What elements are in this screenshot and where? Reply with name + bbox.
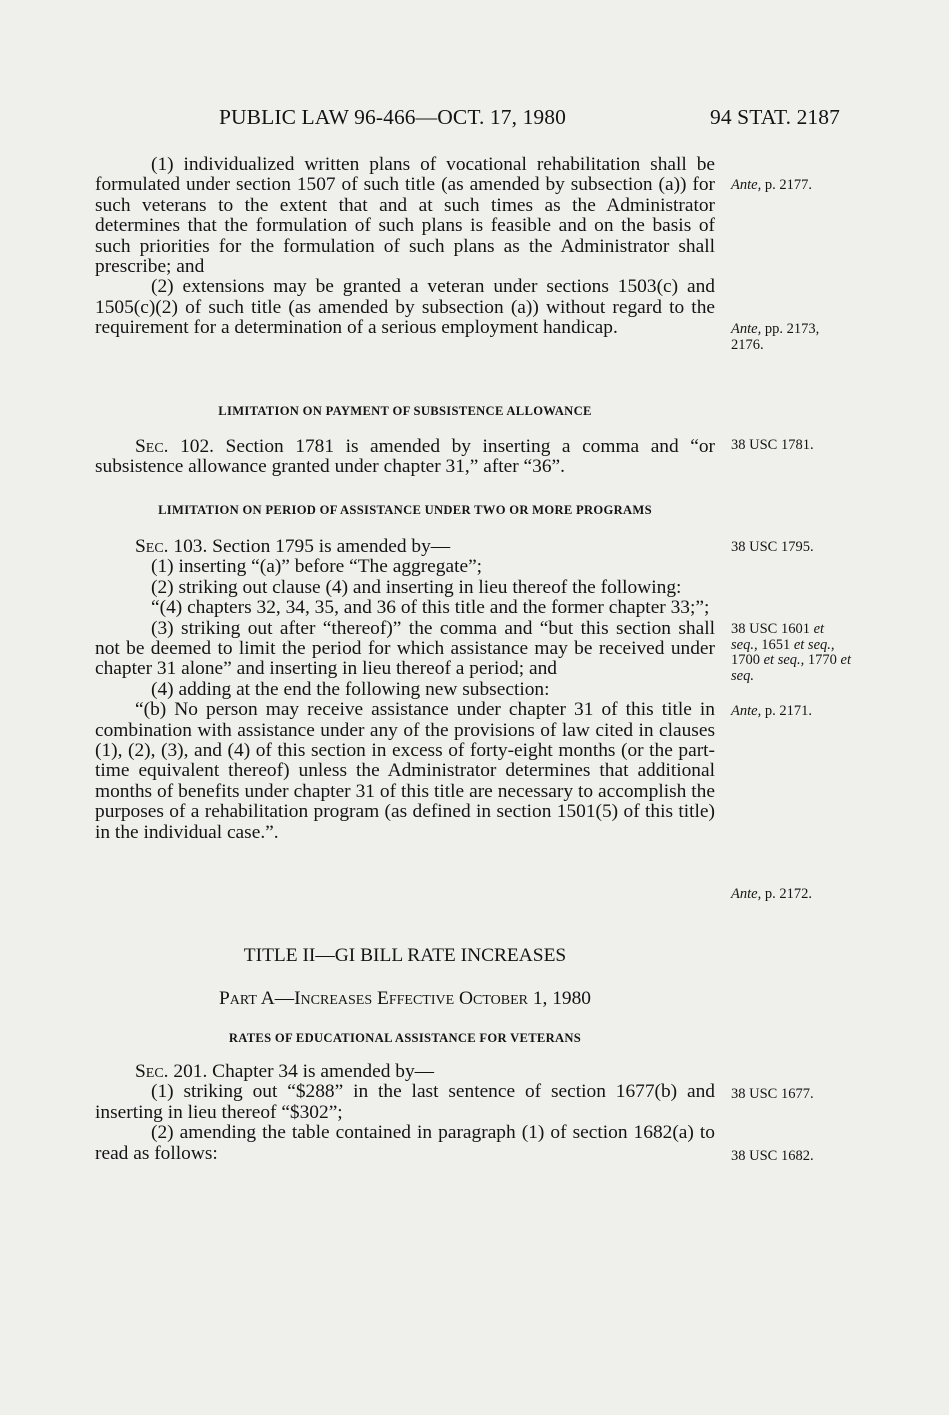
margin-note-38usc1682: 38 USC 1682. — [731, 1148, 814, 1164]
continued-paragraphs — [95, 155, 715, 339]
paragraph-2: (2) extensions may be granted a veteran under sections 1503(c) and 1505(c)(2) of such title (as amended by subsection (a)) without regard to the requirement for a determination of a serious employment handicap. — [95, 276, 715, 339]
margin-note-etseq: et seq. — [731, 652, 852, 684]
margin-note-ante-2171 — [731, 704, 851, 720]
margin-note-38usc1601 — [731, 622, 851, 684]
margin-note-ref: 1700 — [731, 652, 764, 668]
section-103-item-2: (2) striking out clause (4) and inserting in lieu thereof the following: — [151, 576, 682, 598]
margin-note-ante: Ante, — [731, 886, 762, 902]
margin-note-etseq: et seq., — [793, 636, 835, 653]
margin-note-38usc1781: 38 USC 1781. — [731, 437, 814, 453]
margin-note-ante: Ante, — [731, 321, 762, 337]
section-201-item-1: (1) striking out “$288” in the last sentence of section 1677(b) and inserting in lieu thereof “$302”; — [95, 1081, 715, 1123]
margin-note-ante-2172 — [731, 887, 851, 903]
section-102-caption: LIMITATION ON PAYMENT OF SUBSISTENCE ALLOWANCE — [218, 404, 592, 418]
section-103-subsection-b: “(b) No person may receive assistance under chapter 31 of this title in combination with assistance under any of the provisions of law cited in clauses (1), (2), (3), and (4) of this section in excess of forty-eight months (or the part-time equivalent thereof) unless the Administrator determines that additional months of benefits under chapter 31 of this title are necessary to accomplish the purposes of a rehabilitation program (as defined in section 1501(5) of this title) in the individual case.”. — [95, 699, 715, 843]
section-201-intro — [95, 1062, 715, 1082]
section-102-body: 102. Section 1781 is amended by inserting a comma and “or subsistence allowance granted under chapter 31,” after “36”. — [95, 436, 715, 478]
sec-label: Sec. — [135, 1061, 169, 1082]
section-103-caption: LIMITATION ON PERIOD OF ASSISTANCE UNDER TWO OR MORE PROGRAMS — [158, 503, 652, 517]
section-103-item-2-quote: “(4) chapters 32, 34, 35, and 36 of this title and the former chapter 33;”; — [151, 597, 710, 619]
section-103-intro — [95, 537, 715, 557]
margin-note-38usc1677: 38 USC 1677. — [731, 1086, 814, 1102]
margin-note-etseq: et seq., — [731, 621, 825, 653]
section-102-text — [95, 437, 715, 478]
margin-note-ref: 1651 — [757, 636, 794, 653]
margin-note-ref: pp. 2173, 2176. — [731, 321, 820, 353]
running-header-right: 94 STAT. 2187 — [710, 105, 840, 129]
section-201-caption: RATES OF EDUCATIONAL ASSISTANCE FOR VETERANS — [228, 1031, 582, 1045]
section-103-intro-text: 103. Section 1795 is amended by— — [168, 536, 451, 557]
sec-label: Sec. — [135, 436, 169, 457]
section-201-item-2: (2) amending the table contained in paragraph (1) of section 1682(a) to read as follows: — [95, 1122, 715, 1164]
sec-label: Sec. — [135, 536, 169, 557]
section-201 — [95, 1062, 715, 1164]
section-103-item-4: (4) adding at the end the following new subsection: — [151, 678, 550, 700]
section-102 — [95, 437, 715, 478]
section-103-item-1: (1) inserting “(a)” before “The aggregate”; — [151, 556, 483, 578]
section-201-intro-text: 201. Chapter 34 is amended by— — [168, 1061, 435, 1082]
margin-note-ante-2177 — [731, 178, 851, 194]
margin-note-etseq: et seq., — [763, 652, 805, 668]
margin-note-ante-2173 — [731, 322, 851, 353]
section-103 — [95, 537, 715, 843]
title-ii-heading: TITLE II—GI BILL RATE INCREASES — [243, 945, 567, 966]
running-header-left: PUBLIC LAW 96-466—OCT. 17, 1980 — [219, 105, 566, 129]
part-a-heading: Part A—Increases Effective October 1, 1980 — [218, 988, 592, 1009]
margin-note-ante: Ante, — [731, 177, 762, 193]
margin-note-ante: Ante, — [731, 703, 762, 719]
margin-note-ref: p. 2171. — [761, 703, 812, 719]
margin-note-ref: 38 USC 1601 — [731, 621, 814, 637]
section-103-item-3: (3) striking out after “thereof)” the comma and “but this section shall not be deemed to limit the period for which assistance may be received under chapter 31 alone” and inserting in lieu thereof a period; and — [95, 617, 715, 680]
margin-note-ref: p. 2177. — [761, 177, 812, 193]
paragraph-1: (1) individualized written plans of vocational rehabilitation shall be formulated under section 1507 of such title (as amended by subsection (a)) for such veterans to the extent that and at such times as the Administrator determines that the formulation of such plans is feasible and on the basis of such priorities for the formulation of such plans as the Administrator shall prescribe; and — [95, 154, 715, 278]
margin-note-ref: 1770 — [804, 652, 841, 668]
margin-note-38usc1795: 38 USC 1795. — [731, 539, 814, 555]
margin-note-ref: p. 2172. — [761, 886, 812, 902]
